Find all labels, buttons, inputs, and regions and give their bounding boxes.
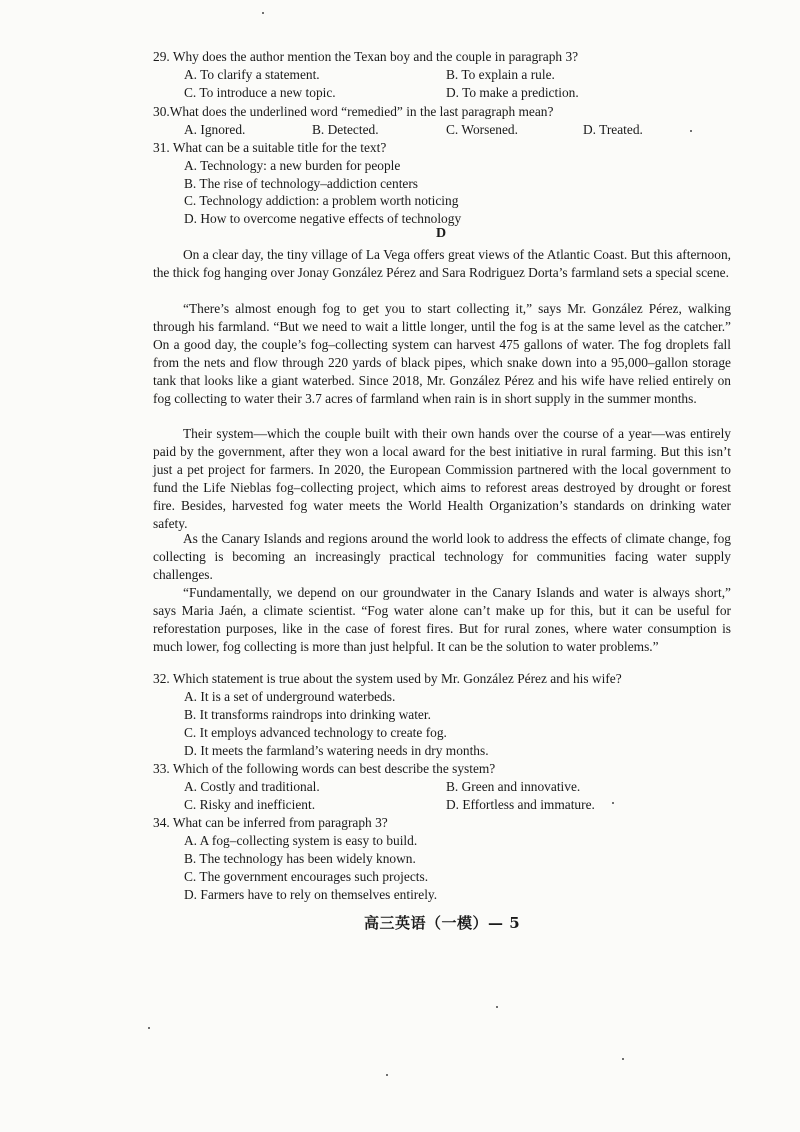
question-34-option-d: D. Farmers have to rely on themselves entirely. [184,887,438,902]
question-29-option-b: B. To explain a rule. [446,67,555,82]
scan-speck [612,802,614,804]
passage-paragraph-2: “There’s almost enough fog to get you to start collecting it,” says Mr. González Pérez, walking through his farmland. “But we need to wait a little longer, until the fog is at the same level as the catcher.” On a good day, the couple’s fog–collecting system can harvest 475 gallons of water. The fog droplets fall from the nets and flow through 220 yards of black pipes, which snake down into a 95,000–gallon storage tank that looks like a giant waterbed. Since 2018, Mr. González Pérez and his wife have relied entirely on fog collecting to water their 3.7 acres of farmland when rain is in short supply in the summer months. [153,301,731,407]
scan-speck [622,1058,624,1060]
passage-paragraph-3: Their system—which the couple built with their own hands over the course of a year—was entirely paid by the government, after they won a local award for the best initiative in rural farming. But this isn’t just a pet project for farmers. In 2020, the European Commission partnered with the local government to fund the Life Nieblas fog–collecting project, which aims to reforest areas destroyed by drought or forest fire. Besides, harvested fog water meets the World Health Organization’s standards on drinking water safety. [153,426,731,532]
question-32-option-b: B. It transforms raindrops into drinking water. [184,707,431,722]
scan-speck [496,1006,498,1008]
scan-speck [262,12,264,14]
passage-paragraph-5: “Fundamentally, we depend on our groundwater in the Canary Islands and water is always short,” says Maria Jaén, a climate scientist. “Fog water alone can’t make up for this, but it can be useful for reforestation purposes, like in the case of forest fires. But for rural zones, where water consumption is much lower, fog collecting is more than just helpful. It can be the solution to water problems.” [153,585,731,655]
question-33-option-d: D. Effortless and immature. [446,797,595,812]
passage-paragraph-4: As the Canary Islands and regions around the world look to address the effects of climate change, fog collecting is becoming an increasingly practical technology for communities facing water supply challenges. [153,531,731,583]
question-33-stem: 33. Which of the following words can best describe the system? [153,761,496,776]
question-29-option-c: C. To introduce a new topic. [184,85,336,100]
question-31-stem: 31. What can be a suitable title for the text? [153,140,387,155]
section-letter: D [436,226,447,241]
question-33-option-a: A. Costly and traditional. [184,779,320,794]
question-31-option-c: C. Technology addiction: a problem worth noticing [184,193,459,208]
question-32-option-d: D. It meets the farmland’s watering needs in dry months. [184,743,489,758]
question-34-option-a: A. A fog–collecting system is easy to build. [184,833,418,848]
scan-speck [386,1074,388,1076]
question-34-stem: 34. What can be inferred from paragraph 3? [153,815,388,830]
question-31-option-d: D. How to overcome negative effects of technology [184,211,462,226]
question-32-option-a: A. It is a set of underground waterbeds. [184,689,396,704]
question-32-stem: 32. Which statement is true about the system used by Mr. González Pérez and his wife? [153,671,622,686]
passage-paragraph-1: On a clear day, the tiny village of La Vega offers great views of the Atlantic Coast. But this afternoon, the thick fog hanging over Jonay González Pérez and Sara Rodriguez Dorta’s farmland sets a special scene. [153,247,731,281]
question-29-option-d: D. To make a prediction. [446,85,579,100]
question-30-option-c: C. Worsened. [446,122,518,137]
question-29-option-a: A. To clarify a statement. [184,67,320,82]
page-footer: 高三英语（一模）— 5 [364,914,521,932]
question-29-stem: 29. Why does the author mention the Texan boy and the couple in paragraph 3? [153,49,579,64]
scan-speck [148,1027,150,1029]
question-31-option-a: A. Technology: a new burden for people [184,158,401,173]
question-30-stem: 30.What does the underlined word “remedied” in the last paragraph mean? [153,104,554,119]
question-30-option-d: D. Treated. [583,122,643,137]
question-34-option-b: B. The technology has been widely known. [184,851,416,866]
question-30-option-b: B. Detected. [312,122,379,137]
question-30-option-a: A. Ignored. [184,122,246,137]
question-34-option-c: C. The government encourages such projects. [184,869,429,884]
question-33-option-b: B. Green and innovative. [446,779,581,794]
question-31-option-b: B. The rise of technology–addiction centers [184,176,419,191]
question-33-option-c: C. Risky and inefficient. [184,797,316,812]
question-32-option-c: C. It employs advanced technology to create fog. [184,725,447,740]
scan-speck [690,130,692,132]
